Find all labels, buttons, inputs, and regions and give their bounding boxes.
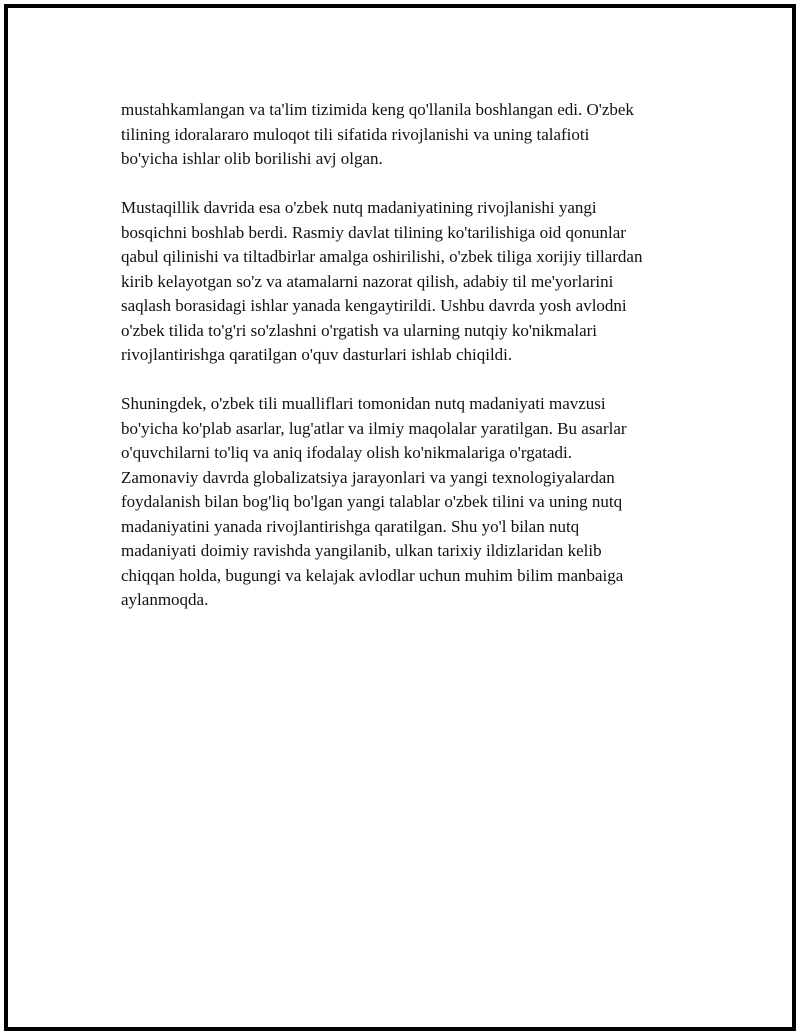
paragraph-line: bosqichni boshlab berdi. Rasmiy davlat tilining ko'tarilishiga oid qonunlar [121, 222, 626, 242]
paragraph-line: o'zbek tilida to'g'ri so'zlashni o'rgatish va ularning nutqiy ko'nikmalari [121, 320, 598, 340]
paragraph-1 [121, 98, 711, 172]
paragraph-line: mustahkamlangan va ta'lim tizimida keng qo'llanila boshlangan edi. O'zbek [121, 100, 634, 119]
paragraph-line: madaniyati doimiy ravishda yangilanib, ulkan tarixiy ildizlaridan kelib [121, 541, 602, 560]
paragraph-2 [121, 196, 711, 368]
paragraph-line: qabul qilinishi va tiltadbirlar amalga oshirilishi, o'zbek tiliga xorijiy tillardan [121, 247, 643, 266]
paragraph-line: chiqqan holda, bugungi va kelajak avlodlar uchun muhim bilim manbaiga [121, 565, 624, 585]
document-body [121, 98, 711, 637]
paragraph-line: saqlash borasidagi ishlar yanada kengaytirildi. Ushbu davrda yosh avlodni [121, 296, 627, 315]
paragraph-line: kirib kelayotgan so'z va atamalarni nazorat qilish, adabiy til me'yorlarini [121, 271, 614, 291]
paragraph-line: Zamonaviy davrda globalizatsiya jarayonlari va yangi texnologiyalardan [121, 467, 615, 487]
paragraph-line: Shuningdek, o'zbek tili mualliflari tomonidan nutq madaniyati mavzusi [121, 394, 606, 413]
paragraph-line: bo'yicha ko'plab asarlar, lug'atlar va ilmiy maqolalar yaratilgan. Bu asarlar [121, 418, 627, 438]
paragraph-line: rivojlantirishga qaratilgan o'quv dasturlari ishlab chiqildi. [121, 345, 513, 364]
paragraph-line: aylanmoqda. [121, 590, 209, 609]
page-frame [4, 4, 796, 1031]
paragraph-3 [121, 392, 711, 613]
paragraph-line: madaniyatini yanada rivojlantirishga qaratilgan. Shu yo'l bilan nutq [121, 516, 580, 536]
paragraph-line: foydalanish bilan bog'liq bo'lgan yangi talablar o'zbek tilini va uning nutq [121, 492, 623, 511]
paragraph-line: Mustaqillik davrida esa o'zbek nutq madaniyatining rivojlanishi yangi [121, 198, 597, 217]
paragraph-line: o'quvchilarni to'liq va aniq ifodalay olish ko'nikmalariga o'rgatadi. [121, 443, 572, 462]
paragraph-line: tilining idoralararo muloqot tili sifatida rivojlanishi va uning talafioti [121, 124, 590, 144]
paragraph-line: bo'yicha ishlar olib borilishi avj olgan. [121, 149, 383, 168]
